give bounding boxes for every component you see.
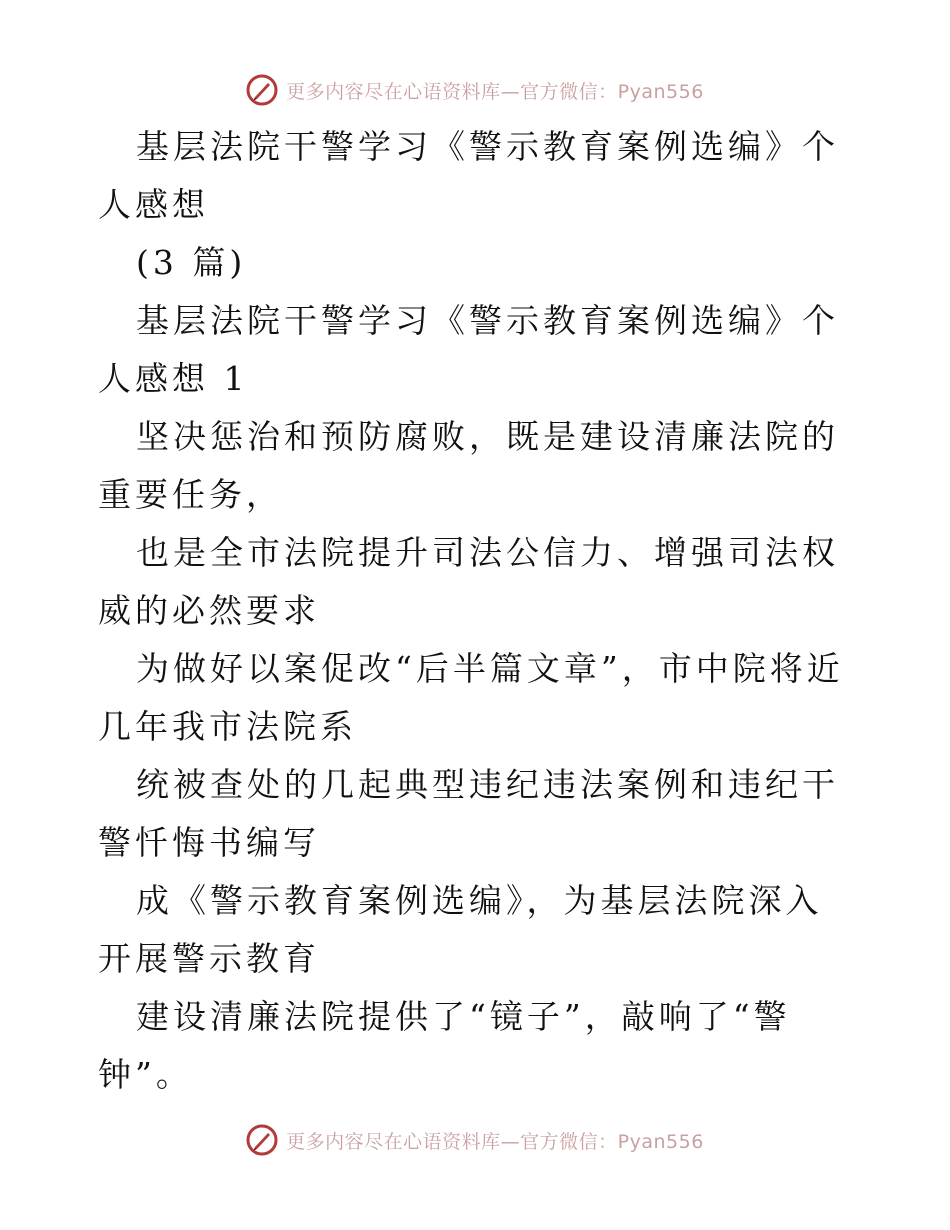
header-watermark <box>0 70 950 110</box>
footer-watermark <box>0 1120 950 1160</box>
document-body <box>98 118 858 1104</box>
paragraph: 也是全市法院提升司法公信力、增强司法权威的必然要求 <box>98 533 839 630</box>
doc-title: 基层法院干警学习《警示教育案例选编》个人感想 <box>98 127 839 224</box>
quill-pen-icon <box>246 74 278 106</box>
section-heading: 基层法院干警学习《警示教育案例选编》个人感想 1 <box>98 301 839 398</box>
quill-pen-icon <box>246 1124 278 1156</box>
paragraph: 成《警示教育案例选编》，为基层法院深入开展警示教育 <box>98 881 823 978</box>
paragraph: 建设清廉法院提供了“镜子”，敲响了“警钟”。 <box>98 997 791 1094</box>
doc-subtitle: (3 篇) <box>136 243 247 282</box>
watermark-text: 更多内容尽在心语资料库—官方微信：Pyan556 <box>286 1130 704 1153</box>
paragraph: 统被查处的几起典型违纪违法案例和违纪干警忏悔书编写 <box>98 765 839 862</box>
paragraph: 为做好以案促改“后半篇文章”，市中院将近几年我市法院系 <box>98 649 844 746</box>
watermark-text: 更多内容尽在心语资料库—官方微信：Pyan556 <box>286 80 704 103</box>
paragraph: 坚决惩治和预防腐败，既是建设清廉法院的重要任务， <box>98 417 839 514</box>
